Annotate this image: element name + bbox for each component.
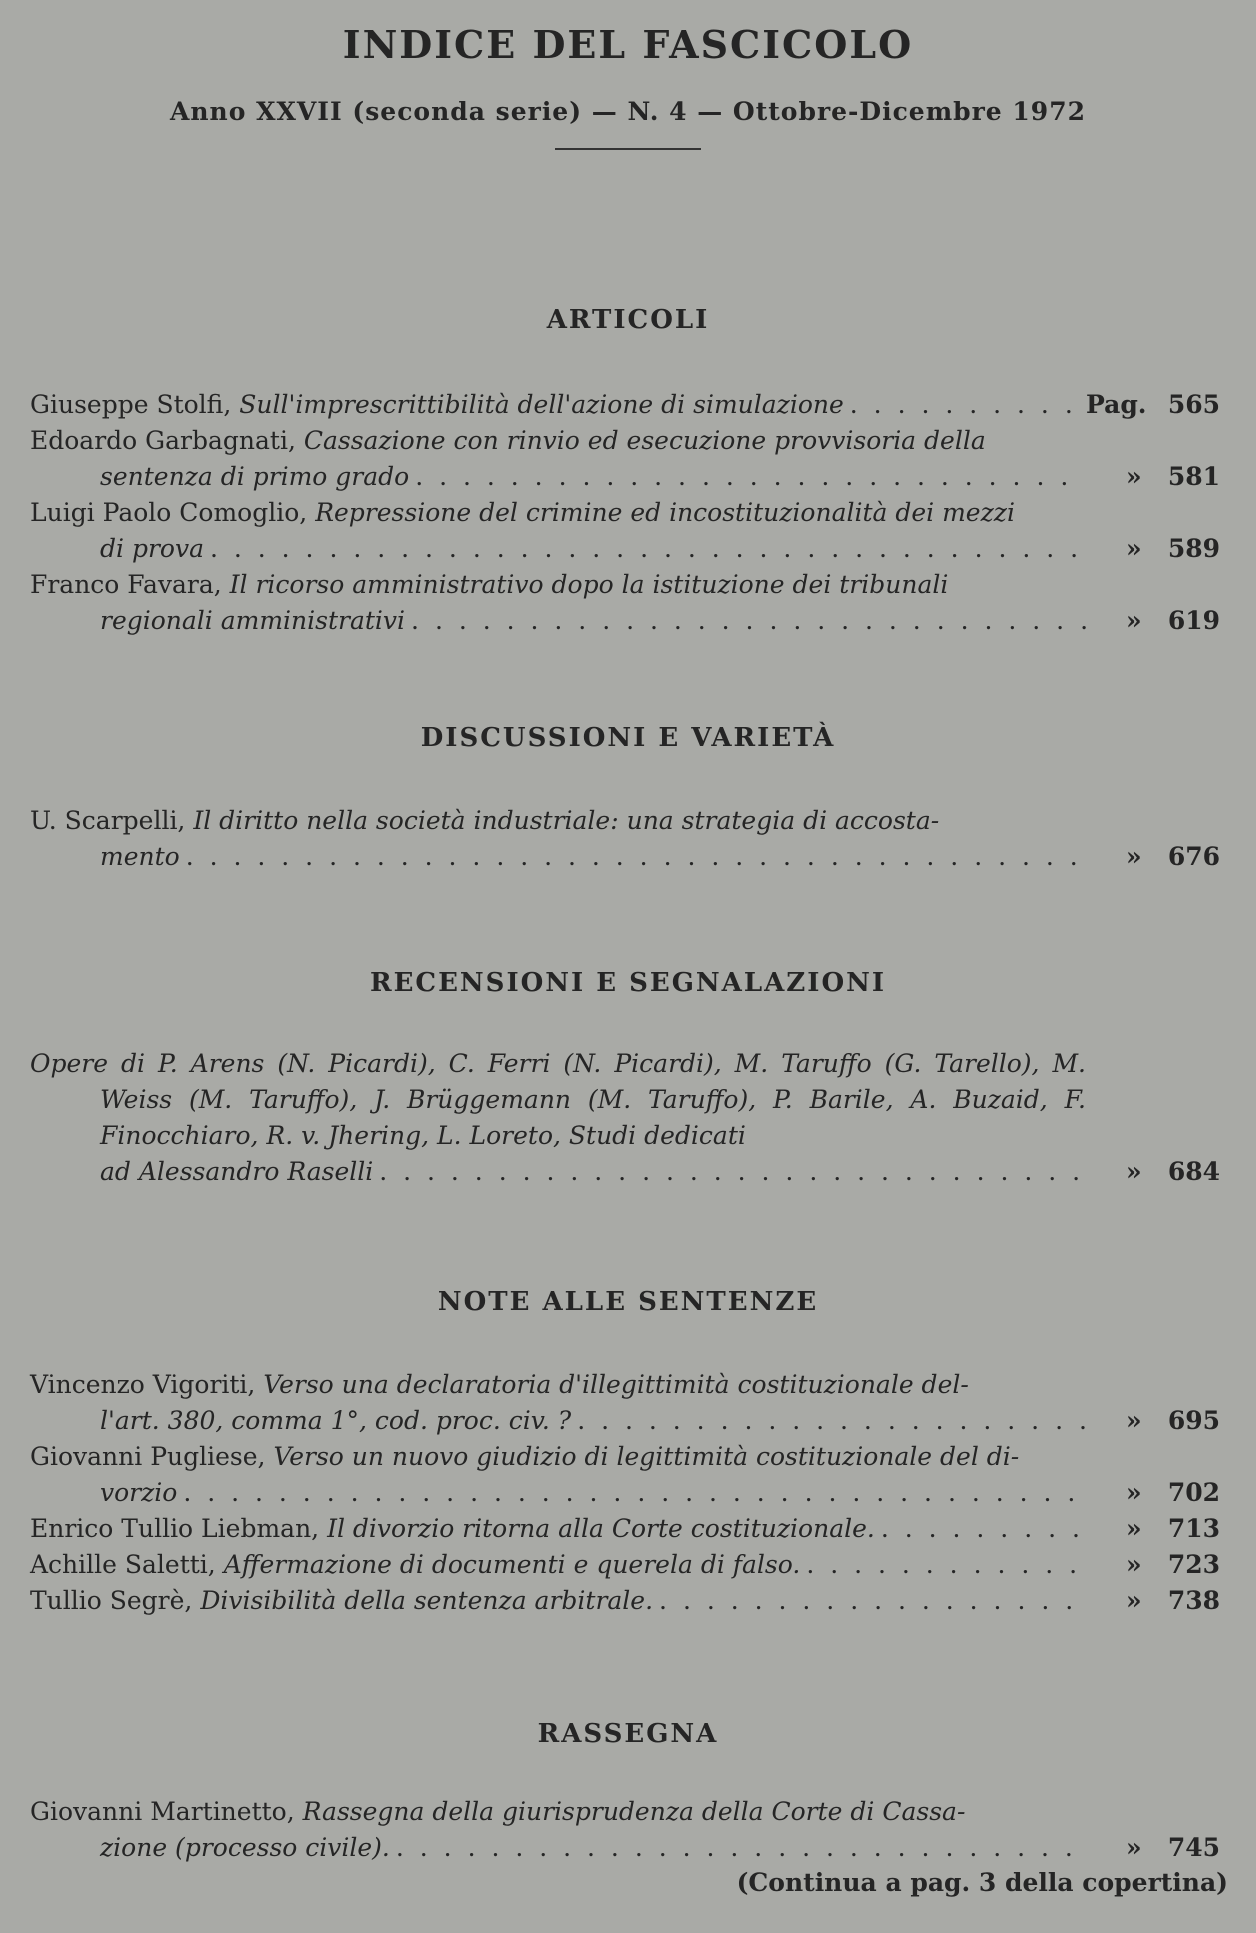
entry-list [30,1046,1226,1190]
continuation-note: (Continua a pag. 3 della copertina) [736,1868,1228,1897]
toc-entry[interactable] [30,1439,1226,1511]
entry-work-title-end: mento [100,842,180,871]
page-mark: Pag. [1086,390,1147,419]
page-reference [1086,459,1226,495]
entry-work-title-end: di prova [100,534,204,563]
page-number: 619 [1167,606,1220,635]
entry-work-title: Repressione del crimine ed incostituzionalità dei mezzi [315,498,1015,527]
dot-leader [186,839,1086,875]
entry-last-line [30,459,1086,495]
section [30,305,1226,639]
entry-text [30,567,1086,603]
entry-work-title: Il ricorso amministrativo dopo la istituzione dei tribunali [229,570,949,599]
dot-leader [396,1830,1086,1866]
page-reference [1086,1583,1226,1619]
entry-last-line [30,1830,1086,1866]
entry-text [30,1367,1086,1403]
entry-work-title-end: zione (processo civile). [100,1833,390,1862]
entry-work-title: Cassazione con rinvio ed esecuzione provvisoria della [303,426,986,455]
page-number: 589 [1167,534,1220,563]
page-number: 695 [1167,1406,1220,1435]
dot-leader [183,1475,1086,1511]
page-mark: » [1126,1157,1142,1186]
page-number: 581 [1167,462,1220,491]
page-number: 565 [1167,390,1220,419]
issue-subtitle: Anno XXVII (seconda serie) — N. 4 — Ottobre-Dicembre 1972 [169,97,1086,126]
entry-work-title: Verso un nuovo giudizio di legittimità costituzionale del di- [273,1442,1020,1471]
toc-entry[interactable] [30,567,1226,639]
entry-text [30,1439,1086,1475]
entry-work-title-end: Sull'imprescrittibilità dell'azione di simulazione [239,390,844,419]
page-number: 684 [1167,1157,1220,1186]
entry-last-line [30,839,1086,875]
dot-leader [850,387,1086,423]
section [30,723,1226,875]
page-mark: » [1126,1550,1142,1579]
page-title: INDICE DEL FASCICOLO [342,22,914,67]
section [30,1287,1226,1619]
section-title: RECENSIONI E SEGNALAZIONI [369,968,887,998]
dot-leader [806,1547,1086,1583]
entry-last-line [30,1475,1086,1511]
page-mark: » [1126,842,1142,871]
dot-leader [577,1403,1086,1439]
page-mark: » [1126,1514,1142,1543]
entry-list [30,1367,1226,1619]
entry-last-line [30,1583,1086,1619]
section [30,1719,1226,1866]
entry-work-title: Il diritto nella società industriale: una strategia di accosta- [193,806,940,835]
entry-author: Edoardo Garbagnati, [30,426,296,455]
entry-last-line [30,1547,1086,1583]
entry-author: Enrico Tullio Liebman, [30,1514,320,1543]
toc-entry[interactable] [30,803,1226,875]
page-mark: » [1126,1833,1142,1862]
entry-text [30,423,1086,459]
section-title: NOTE ALLE SENTENZE [437,1287,819,1317]
page-mark: » [1126,1478,1142,1507]
page-mark: » [1126,534,1142,563]
entry-text [30,1794,1086,1830]
toc-entry[interactable] [30,1511,1226,1547]
page-number: 738 [1167,1586,1220,1615]
toc-entry[interactable] [30,1046,1226,1190]
entry-list [30,803,1226,875]
entry-last-line [30,603,1086,639]
page-reference [1086,1830,1226,1866]
sections-container [30,305,1226,1866]
entry-author: Luigi Paolo Comoglio, [30,498,308,527]
page-mark: » [1126,606,1142,635]
entry-author: Tullio Segrè, [30,1586,193,1615]
page-reference [1086,1154,1226,1190]
entry-author: Achille Saletti, [30,1550,216,1579]
section-title: ARTICOLI [546,305,710,335]
entry-list [30,1794,1226,1866]
dot-leader [881,1511,1086,1547]
page-reference [1086,1511,1226,1547]
toc-entry[interactable] [30,1547,1226,1583]
entry-author: Franco Favara, [30,570,222,599]
entry-author: Giovanni Martinetto, [30,1797,295,1826]
page-reference [1086,1547,1226,1583]
entry-work-title-end: Affermazione di documenti e querela di falso. [223,1550,801,1579]
entry-work-title-end: Il divorzio ritorna alla Corte costituzionale. [327,1514,875,1543]
entry-work-title-end: sentenza di primo grado [100,462,410,491]
entry-author: Giovanni Pugliese, [30,1442,266,1471]
page-number: 676 [1167,842,1220,871]
entry-work-title: Opere di P. Arens (N. Picardi), C. Ferri (N. Picardi), M. Taruffo (G. Tarello), M. Weiss (M. Taruffo), J. Brüggemann (M. Taruffo), P. Barile, A. Buzaid, F. Finocchiaro, R. v. Jhering, L. Loreto, Studi dedicati [30,1049,1086,1150]
dot-leader [379,1154,1086,1190]
entry-text [30,495,1086,531]
entry-last-line [30,1511,1086,1547]
section-title: DISCUSSIONI E VARIETÀ [420,723,836,753]
title-divider [555,148,701,150]
page-mark: » [1126,1586,1142,1615]
entry-author: Vincenzo Vigoriti, [30,1370,256,1399]
entry-last-line [30,1403,1086,1439]
entry-work-title-end: regionali amministrativi [100,606,406,635]
page-number: 723 [1167,1550,1220,1579]
dot-leader [210,531,1086,567]
page-reference [1086,531,1226,567]
section [30,968,1226,1190]
entry-text [30,803,1086,839]
page-number: 713 [1167,1514,1220,1543]
toc-entry[interactable] [30,387,1226,423]
toc-entry[interactable] [30,1367,1226,1439]
dot-leader [411,603,1086,639]
entry-work-title-end: ad Alessandro Raselli [100,1157,374,1186]
section-title: RASSEGNA [537,1719,719,1749]
page-reference [1086,387,1226,423]
entry-work-title-end: vorzio [100,1478,178,1507]
dot-leader [415,459,1086,495]
page-reference [1086,603,1226,639]
toc-entry[interactable] [30,1794,1226,1866]
entry-text [30,1046,1086,1154]
entry-work-title: Verso una declaratoria d'illegittimità costituzionale del- [263,1370,969,1399]
entry-last-line [30,531,1086,567]
dot-leader [659,1583,1086,1619]
page-number: 745 [1167,1833,1220,1862]
entry-work-title: Rassegna della giurisprudenza della Corte di Cassa- [302,1797,966,1826]
page-reference [1086,839,1226,875]
page-reference [1086,1403,1226,1439]
page-reference [1086,1475,1226,1511]
page-mark: » [1126,1406,1142,1435]
entry-work-title-end: Divisibilità della sentenza arbitrale. [200,1586,654,1615]
entry-author: Giuseppe Stolfi, [30,390,232,419]
toc-entry[interactable] [30,423,1226,495]
entry-work-title-end: l'art. 380, comma 1°, cod. proc. civ. ? [100,1406,572,1435]
page-number: 702 [1167,1478,1220,1507]
page-mark: » [1126,462,1142,491]
entry-last-line [30,1154,1086,1190]
toc-entry[interactable] [30,1583,1226,1619]
toc-entry[interactable] [30,495,1226,567]
entry-last-line [30,387,1086,423]
entry-author: U. Scarpelli, [30,806,186,835]
entry-list [30,387,1226,639]
